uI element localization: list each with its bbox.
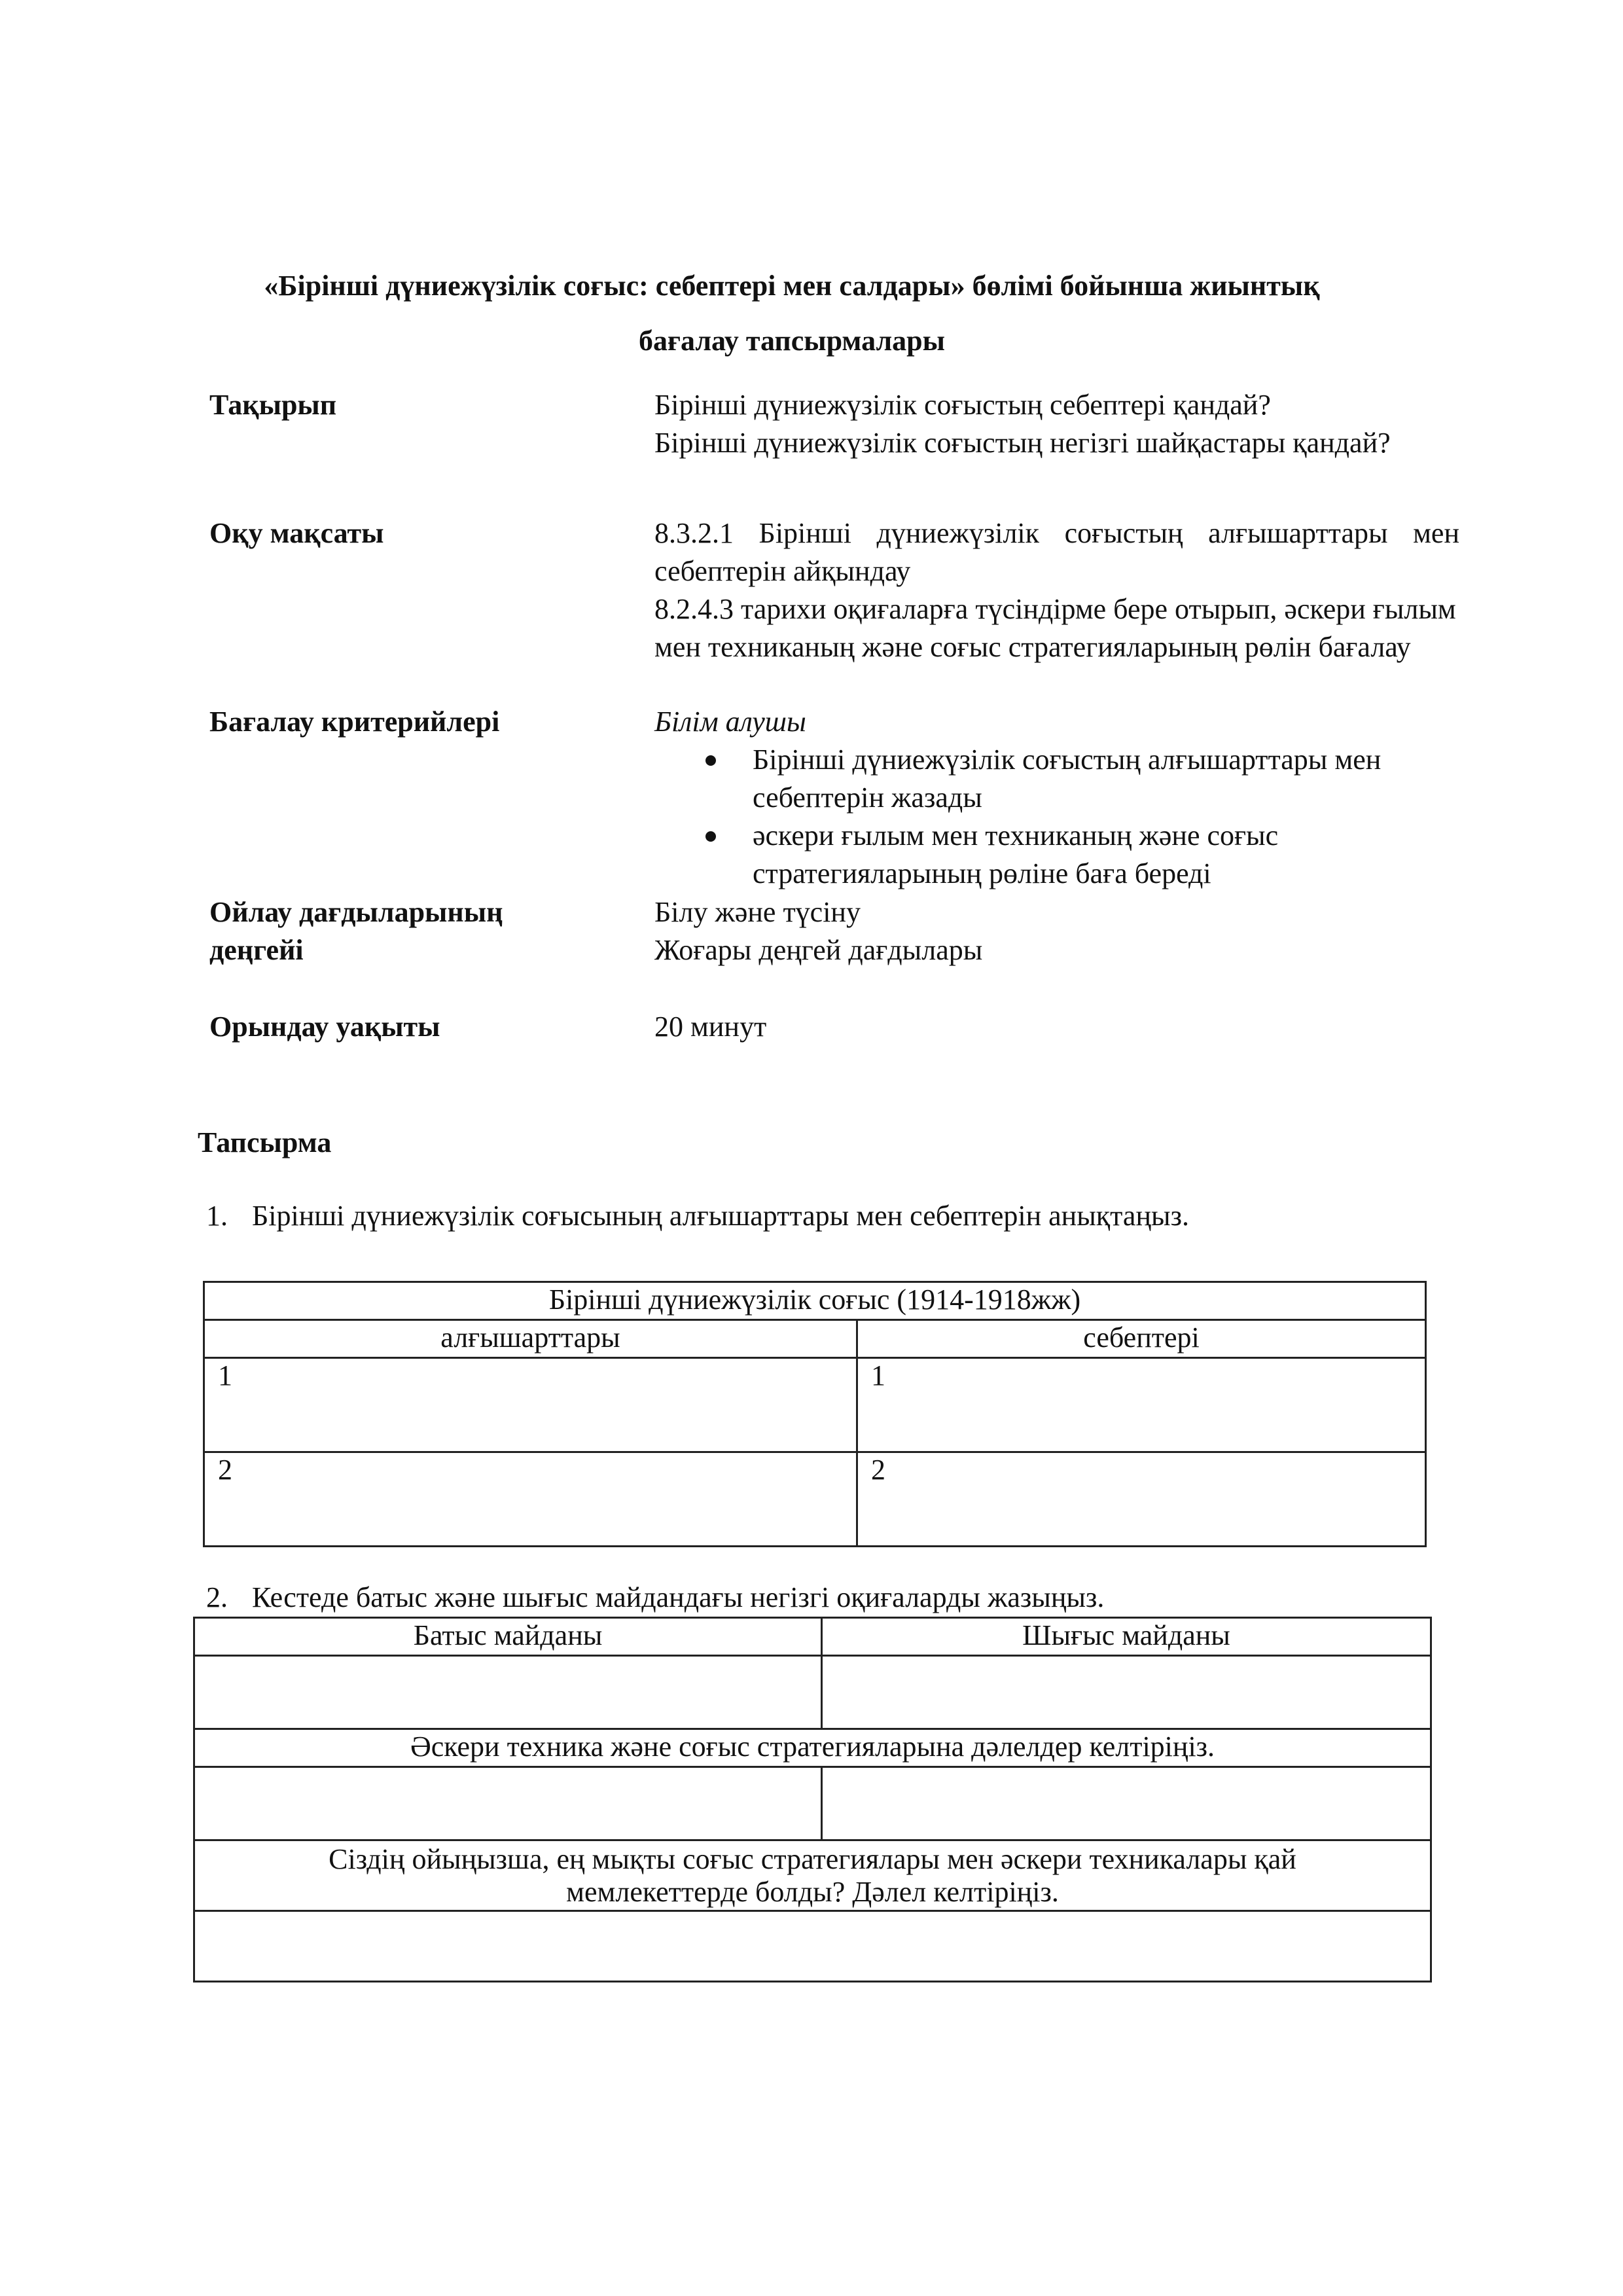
goal-value <box>654 514 1459 666</box>
criteria-list <box>654 741 1459 893</box>
time-value: 20 минут <box>654 1011 767 1043</box>
goal-line-2: 8.2.4.3 тарихи оқиғаларға түсіндірме бере отырып, әскери ғылым мен техниканың және соғыс стратегияларының рөлін бағалау <box>654 593 1456 663</box>
answer-cell[interactable] <box>822 1767 1431 1840</box>
topic-line-1: Бірінші дүниежүзілік соғыстың себептері қандай? <box>654 389 1271 421</box>
task-1-heading <box>206 1199 1189 1232</box>
skills-line-1: Білу және түсіну <box>654 896 861 928</box>
criteria-value <box>654 703 1459 893</box>
criteria-label: Бағалау критерийлері <box>209 706 500 738</box>
answer-cell[interactable]: 2 <box>204 1452 857 1547</box>
goal-line-1: 8.3.2.1 Бірінші дүниежүзілік соғыстың алғышарттары мен себептерін айқындау <box>654 517 1459 587</box>
topic-value <box>654 386 1459 462</box>
skills-value <box>654 893 1459 969</box>
goal-label: Оқу мақсаты <box>209 517 384 549</box>
prompt-strongest-states <box>194 1840 1431 1911</box>
skills-line-2: Жоғары деңгей дағдылары <box>654 934 983 966</box>
task-1-text: Бірінші дүниежүзілік соғысының алғышарттары мен себептерін анықтаңыз. <box>252 1200 1189 1232</box>
task-1-table <box>203 1281 1427 1547</box>
topic-label: Тақырып <box>209 389 337 421</box>
criteria-intro: Білім алушы <box>654 706 806 738</box>
column-header-prerequisites: алғышарттары <box>204 1320 857 1358</box>
answer-cell[interactable]: 1 <box>857 1358 1426 1452</box>
skills-label-line-2: деңгейі <box>209 934 304 966</box>
answer-cell[interactable]: 1 <box>204 1358 857 1452</box>
answer-cell[interactable] <box>194 1656 822 1729</box>
title-line-2: бағалау тапсырмалары <box>639 325 945 357</box>
task-2-text: Кестеде батыс және шығыс майдандағы негізгі оқиғаларды жазыңыз. <box>252 1581 1105 1613</box>
time-label: Орындау уақыты <box>209 1011 440 1043</box>
column-header-western-front: Батыс майданы <box>194 1618 822 1656</box>
task-2-heading <box>206 1581 1104 1614</box>
criteria-item: әскери ғылым мен техниканың және соғыс стратегияларының рөліне баға береді <box>753 817 1459 893</box>
answer-cell[interactable]: 2 <box>857 1452 1426 1547</box>
task-1-table-title: Бірінші дүниежүзілік соғыс (1914-1918жж) <box>204 1282 1426 1320</box>
column-header-causes: себептері <box>857 1320 1426 1358</box>
prompt-line-2: мемлекеттерде болды? Дәлел келтіріңіз. <box>566 1875 1059 1908</box>
title-line-1: «Бірінші дүниежүзілік соғыс: себептері мен салдары» бөлімі бойынша жиынтық <box>264 270 1320 302</box>
criteria-item: Бірінші дүниежүзілік соғыстың алғышарттары мен себептерін жазады <box>753 741 1459 817</box>
document-title <box>164 259 1420 368</box>
answer-cell[interactable] <box>194 1911 1431 1982</box>
section-title: Тапсырма <box>198 1126 332 1158</box>
answer-cell[interactable] <box>822 1656 1431 1729</box>
prompt-military-tech: Әскери техника және соғыс стратегияларына дәлелдер келтіріңіз. <box>194 1729 1431 1767</box>
task-2-table <box>193 1617 1432 1982</box>
prompt-line-1: Сіздің ойыңызша, ең мықты соғыс стратегиялары мен әскери техникалары қай <box>329 1842 1296 1875</box>
topic-line-2: Бірінші дүниежүзілік соғыстың негізгі шайқастары қандай? <box>654 427 1391 459</box>
skills-label-line-1: Ойлау дағдыларының <box>209 896 503 928</box>
skills-label <box>209 893 628 969</box>
task-1-number: 1. <box>206 1200 228 1232</box>
task-2-number: 2. <box>206 1581 228 1613</box>
column-header-eastern-front: Шығыс майданы <box>822 1618 1431 1656</box>
answer-cell[interactable] <box>194 1767 822 1840</box>
